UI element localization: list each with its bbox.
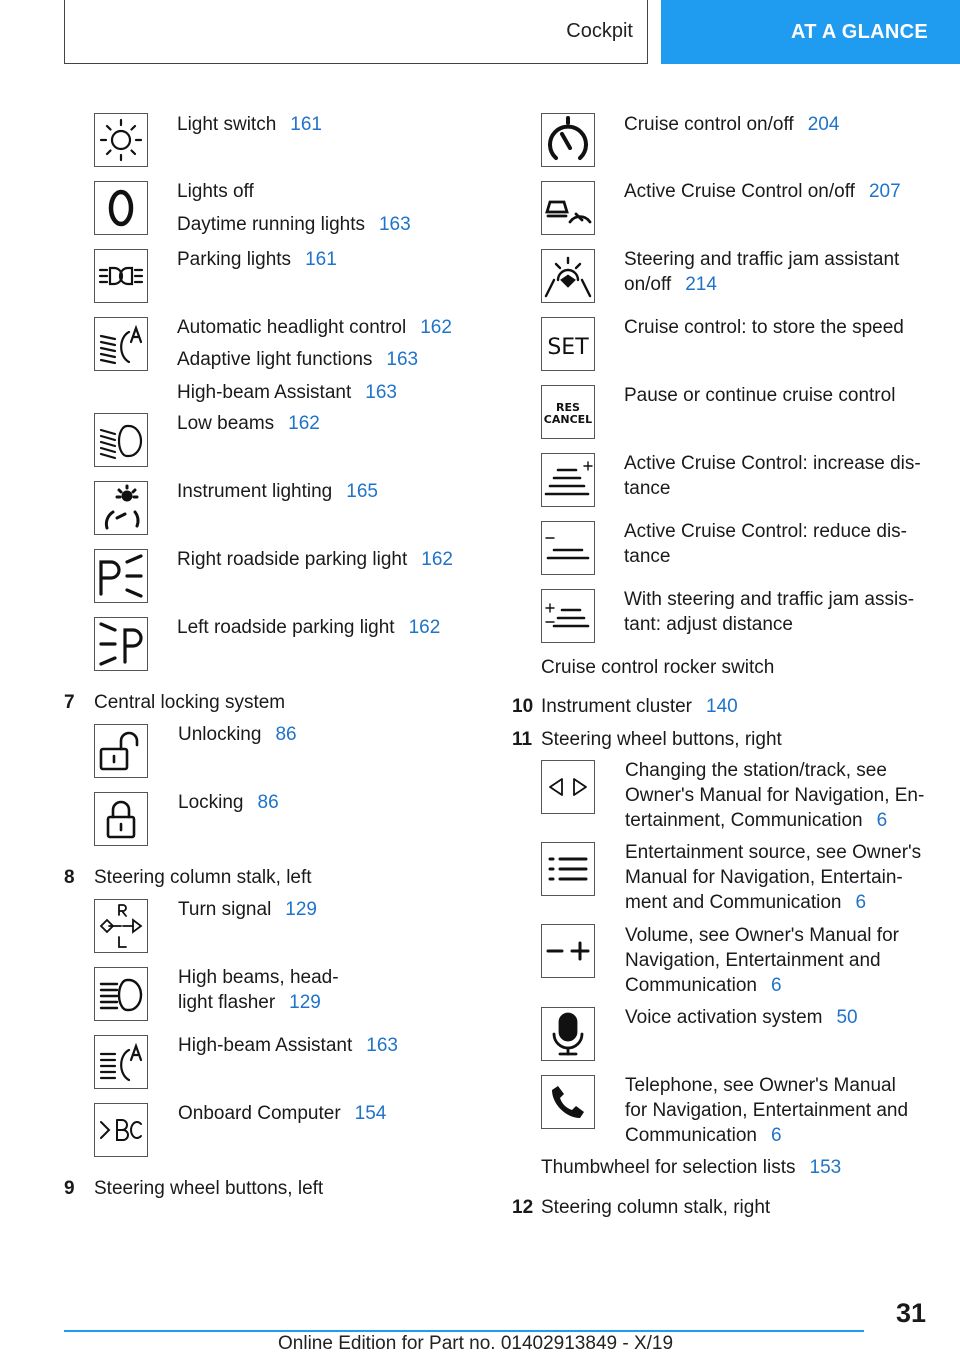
ent-entry-line2 <box>625 865 903 890</box>
page-number: 31 <box>895 1298 926 1328</box>
footer-divider <box>64 1330 864 1332</box>
high-beams-entry-line2 <box>178 990 321 1015</box>
high-beams-entry-line1 <box>178 965 339 990</box>
section-title-10 <box>541 694 738 719</box>
section-title: Steering wheel buttons, right <box>541 729 782 750</box>
lights-off-entry <box>177 179 254 204</box>
telephone-entry-line2 <box>625 1098 908 1123</box>
obc-entry <box>178 1101 386 1126</box>
active-cruise-control-icon <box>541 181 595 235</box>
set-entry <box>624 315 904 340</box>
turn-signal-icon <box>94 899 148 953</box>
ent-entry-line3 <box>625 890 866 915</box>
lock-icon <box>94 792 148 846</box>
low-beams-icon <box>94 413 148 467</box>
entry-label: Turn signal <box>178 899 272 920</box>
acc-entry <box>624 179 901 204</box>
page-ref-link[interactable]: 86 <box>275 724 297 745</box>
page-ref-link[interactable]: 86 <box>257 792 279 813</box>
svg-text:SET: SET <box>547 335 589 360</box>
volume-entry-line1 <box>625 923 899 948</box>
svg-text:RES: RES <box>556 401 580 414</box>
page-ref-link[interactable]: 129 <box>285 899 317 920</box>
entry-label: Active Cruise Control on/off <box>624 181 855 202</box>
telephone-icon <box>541 1075 595 1129</box>
adjust-distance-icon <box>541 589 595 643</box>
list-icon <box>541 842 595 896</box>
entry-label: Telephone, see Owner's Manual <box>625 1075 896 1096</box>
page-ref-link[interactable]: 153 <box>809 1157 842 1178</box>
increase-distance-entry-line2 <box>624 476 670 501</box>
entry-label: Parking lights <box>177 249 292 270</box>
prev-next-track-icon <box>541 760 595 814</box>
drl-entry <box>177 212 411 237</box>
entry-label: Navigation, Entertainment and <box>625 950 881 971</box>
entry-label: Communication <box>625 975 757 996</box>
entry-label: tertainment, Communication <box>625 810 863 831</box>
high-beams-icon <box>94 967 148 1021</box>
section-number: 12 <box>512 1197 534 1218</box>
thumbwheel-caption <box>541 1155 841 1180</box>
entry-label: High beams, head- <box>178 967 339 988</box>
turn-signal-entry <box>178 897 317 922</box>
volume-entry-line2 <box>625 948 881 973</box>
entry-label: on/off <box>624 274 672 295</box>
entry-label: Cruise control: to store the speed <box>624 317 904 338</box>
section-title: Central locking system <box>94 692 286 713</box>
entry-label: Onboard Computer <box>178 1103 341 1124</box>
section-title: Steering wheel buttons, left <box>94 1178 324 1199</box>
microphone-icon <box>541 1007 595 1061</box>
entry-label: Instrument lighting <box>177 481 333 502</box>
adjust-distance-entry-line2 <box>624 612 793 637</box>
hba-entry <box>177 380 397 405</box>
volume-icon <box>541 924 595 978</box>
page-ref-link[interactable]: 162 <box>420 317 452 338</box>
page-ref-link[interactable]: 154 <box>354 1103 387 1124</box>
entry-label: Entertainment source, see Owner's <box>625 842 922 863</box>
page-ref-link[interactable]: 6 <box>771 975 782 996</box>
low-beams-entry <box>177 411 320 436</box>
page-ref-link[interactable]: 140 <box>706 696 738 717</box>
steering-assistant-icon <box>541 249 595 303</box>
instrument-lighting-icon <box>94 481 148 535</box>
unlock-icon <box>94 724 148 778</box>
page-ref-link[interactable]: 129 <box>289 992 321 1013</box>
page-ref-link[interactable]: 214 <box>685 274 717 295</box>
auto-headlight-icon <box>94 317 148 371</box>
section-number: 8 <box>64 867 75 888</box>
page-ref-link[interactable]: 204 <box>807 114 840 135</box>
entry-label: Communication <box>625 1125 757 1146</box>
header-section-box <box>64 0 648 64</box>
entry-label: Automatic headlight control <box>177 317 407 338</box>
entry-label: Owner's Manual for Navigation, En- <box>625 785 925 806</box>
left-roadside-parking-icon <box>94 617 148 671</box>
steering-assistant-entry-line1 <box>624 247 899 272</box>
entry-label: tance <box>624 546 671 567</box>
light-switch-entry <box>177 112 322 137</box>
cruise-control-entry <box>624 112 839 137</box>
entry-label: Cruise control on/off <box>624 114 794 135</box>
adaptive-entry <box>177 347 418 372</box>
reduce-distance-icon <box>541 521 595 575</box>
instrument-lighting-entry <box>177 479 378 504</box>
voice-entry <box>625 1005 858 1030</box>
header-tab-label: AT A GLANCE <box>791 20 928 43</box>
left-roadside-entry <box>177 615 440 640</box>
page-ref-link[interactable]: 50 <box>836 1007 858 1028</box>
header-section-title: Cockpit <box>566 20 633 42</box>
page-ref-link[interactable]: 162 <box>408 617 441 638</box>
high-beam-assistant-icon <box>94 1035 148 1089</box>
increase-distance-icon <box>541 453 595 507</box>
parking-lights-entry <box>177 247 337 272</box>
entry-label: tant: adjust distance <box>624 614 793 635</box>
page-ref-link[interactable]: 162 <box>288 413 320 434</box>
set-button-icon <box>541 317 595 371</box>
section-number: 10 <box>512 696 534 717</box>
page-ref-link[interactable]: 207 <box>868 181 901 202</box>
track-entry-line1 <box>625 758 887 783</box>
entry-label: Light switch <box>177 114 277 135</box>
entry-label: Daytime running lights <box>177 214 365 235</box>
res-cancel-icon <box>541 385 595 439</box>
page-ref-link[interactable]: 165 <box>346 481 378 502</box>
section-number: 9 <box>64 1178 75 1199</box>
track-entry-line2 <box>625 783 924 808</box>
page-ref-link[interactable]: 163 <box>365 382 397 403</box>
section-number: 7 <box>64 692 75 713</box>
section-title: Steering column stalk, right <box>541 1197 771 1218</box>
page-ref-link[interactable]: 163 <box>378 214 411 235</box>
right-roadside-entry <box>177 547 453 572</box>
entry-label: Pause or continue cruise control <box>624 385 896 406</box>
page-ref-link[interactable]: 6 <box>855 892 867 913</box>
rocker-switch-caption: Cruise control rocker switch <box>541 657 775 678</box>
entry-label: Steering and traffic jam assistant <box>624 249 900 270</box>
locking-entry <box>178 790 279 815</box>
entry-label: light flasher <box>178 992 276 1013</box>
entry-label: Volume, see Owner's Manual for <box>625 925 899 946</box>
parking-lights-icon <box>94 249 148 303</box>
footer-edition: Online Edition for Part no. 01402913849 - X/19 <box>278 1333 674 1354</box>
page-ref-link[interactable]: 161 <box>290 114 322 135</box>
entry-label: Left roadside parking light <box>177 617 395 638</box>
auto-headlight-entry <box>177 315 452 340</box>
reduce-distance-entry-line2 <box>624 544 670 569</box>
increase-distance-entry-line1 <box>624 451 921 476</box>
entry-label: Active Cruise Control: reduce dis- <box>624 521 907 542</box>
steering-assistant-entry-line2 <box>624 272 717 297</box>
track-entry-line3 <box>625 808 887 833</box>
section-number: 11 <box>512 729 533 750</box>
page-ref-link[interactable]: 6 <box>876 810 888 831</box>
entry-label: Right roadside parking light <box>177 549 408 570</box>
hba2-entry <box>178 1033 398 1058</box>
entry-label: Thumbwheel for selection lists <box>541 1157 796 1178</box>
entry-label: Voice activation system <box>625 1007 823 1028</box>
page-ref-link[interactable]: 163 <box>366 1035 398 1056</box>
entry-label: High-beam Assistant <box>177 382 352 403</box>
telephone-entry-line1 <box>625 1073 896 1098</box>
page-ref-link[interactable]: 6 <box>771 1125 782 1146</box>
light-switch-icon <box>94 113 148 167</box>
entry-label: With steering and traffic jam assis- <box>624 589 915 610</box>
entry-label: Low beams <box>177 413 275 434</box>
cruise-control-icon <box>541 113 595 167</box>
entry-label: Adaptive light functions <box>177 349 373 370</box>
telephone-entry-line3 <box>625 1123 782 1148</box>
entry-label: for Navigation, Entertainment and <box>625 1100 909 1121</box>
page-ref-link[interactable]: 161 <box>305 249 337 270</box>
entry-label: Active Cruise Control: increase dis- <box>624 453 921 474</box>
section-title: Steering column stalk, left <box>94 867 312 888</box>
zero-icon <box>94 181 148 235</box>
entry-label: Lights off <box>177 181 254 202</box>
ent-entry-line1 <box>625 840 921 865</box>
onboard-computer-icon <box>94 1103 148 1157</box>
unlocking-entry <box>178 722 297 747</box>
right-roadside-parking-icon <box>94 549 148 603</box>
entry-label: ment and Communication <box>625 892 842 913</box>
entry-label: Manual for Navigation, Entertain- <box>625 867 903 888</box>
header-tab <box>661 0 960 64</box>
entry-label: Changing the station/track, see <box>625 760 887 781</box>
entry-label: tance <box>624 478 671 499</box>
entry-label: Instrument cluster <box>541 696 692 717</box>
adjust-distance-entry-line1 <box>624 587 914 612</box>
volume-entry-line3 <box>625 973 782 998</box>
entry-label: Unlocking <box>178 724 262 745</box>
page-ref-link[interactable]: 162 <box>421 549 453 570</box>
reduce-distance-entry-line1 <box>624 519 907 544</box>
entry-label: High-beam Assistant <box>178 1035 353 1056</box>
svg-text:CANCEL: CANCEL <box>543 413 593 426</box>
pause-entry <box>624 383 895 408</box>
page-ref-link[interactable]: 163 <box>386 349 419 370</box>
entry-label: Locking <box>178 792 244 813</box>
